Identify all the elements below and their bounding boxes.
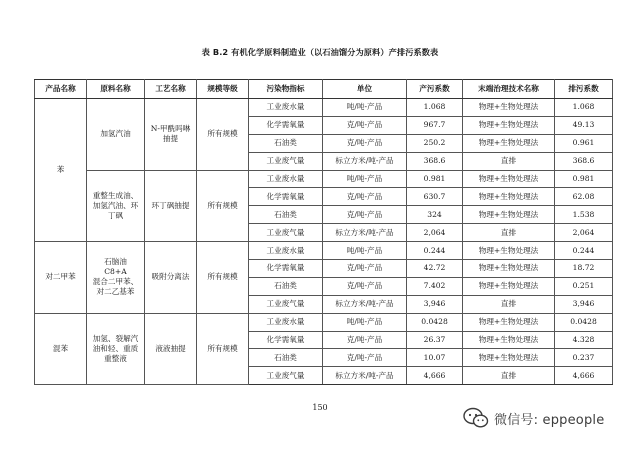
unit-cell: 吨/吨-产品 <box>323 170 407 188</box>
emission-factor-cell: 3,946 <box>555 295 613 313</box>
treatment-tech-cell: 物理+生物处理法 <box>463 99 555 117</box>
unit-cell: 标立方米/吨-产品 <box>323 224 407 242</box>
emission-factor-cell: 4.328 <box>555 331 613 349</box>
generation-factor-cell: 1.068 <box>407 99 463 117</box>
process-cell: N-甲酰吗啉 抽提 <box>145 99 197 171</box>
emission-factor-cell: 0.237 <box>555 349 613 367</box>
emission-factor-cell: 2,064 <box>555 224 613 242</box>
generation-factor-cell: 7.402 <box>407 277 463 295</box>
pollutant-cell: 工业废气量 <box>249 152 323 170</box>
emission-factor-table <box>34 79 613 385</box>
pollutant-cell: 化学需氧量 <box>249 331 323 349</box>
pollutant-cell: 化学需氧量 <box>249 260 323 278</box>
generation-factor-cell: 0.0428 <box>407 313 463 331</box>
unit-cell: 克/吨-产品 <box>323 188 407 206</box>
pollutant-cell: 石油类 <box>249 134 323 152</box>
table-body <box>35 99 613 385</box>
unit-cell: 吨/吨-产品 <box>323 99 407 117</box>
column-header: 污染物指标 <box>249 80 323 99</box>
product-cell: 对二甲苯 <box>35 242 87 314</box>
generation-factor-cell: 0.244 <box>407 242 463 260</box>
unit-cell: 克/吨-产品 <box>323 349 407 367</box>
pollutant-cell: 工业废气量 <box>249 224 323 242</box>
generation-factor-cell: 250.2 <box>407 134 463 152</box>
generation-factor-cell: 324 <box>407 206 463 224</box>
column-header: 末端治理技术名称 <box>463 80 555 99</box>
unit-cell: 标立方米/吨-产品 <box>323 152 407 170</box>
table-title: 表 B.2 有机化学原料制造业（以石油馏分为原料）产排污系数表 <box>201 47 439 57</box>
pollutant-cell: 工业废水量 <box>249 99 323 117</box>
emission-factor-cell: 0.961 <box>555 134 613 152</box>
unit-cell: 克/吨-产品 <box>323 116 407 134</box>
treatment-tech-cell: 物理+生物处理法 <box>463 116 555 134</box>
generation-factor-cell: 630.7 <box>407 188 463 206</box>
scale-cell: 所有规模 <box>197 99 249 171</box>
column-header: 原料名称 <box>87 80 145 99</box>
material-cell: 石脑油 C8+A 混合二甲苯、 对二乙基苯 <box>87 242 145 314</box>
generation-factor-cell: 3,946 <box>407 295 463 313</box>
pollutant-cell: 石油类 <box>249 277 323 295</box>
emission-factor-cell: 62.08 <box>555 188 613 206</box>
emission-factor-cell: 49.13 <box>555 116 613 134</box>
generation-factor-cell: 26.37 <box>407 331 463 349</box>
table-row <box>35 170 613 188</box>
column-header: 单位 <box>323 80 407 99</box>
emission-factor-cell: 0.981 <box>555 170 613 188</box>
treatment-tech-cell: 物理+生物处理法 <box>463 349 555 367</box>
process-cell: 吸附分离法 <box>145 242 197 314</box>
treatment-tech-cell: 物理+生物处理法 <box>463 242 555 260</box>
generation-factor-cell: 2,064 <box>407 224 463 242</box>
treatment-tech-cell: 直排 <box>463 295 555 313</box>
process-cell: 液液抽提 <box>145 313 197 385</box>
generation-factor-cell: 368.6 <box>407 152 463 170</box>
column-header: 规模等级 <box>197 80 249 99</box>
unit-cell: 克/吨-产品 <box>323 260 407 278</box>
emission-factor-cell: 0.244 <box>555 242 613 260</box>
emission-factor-cell: 0.0428 <box>555 313 613 331</box>
generation-factor-cell: 42.72 <box>407 260 463 278</box>
material-cell: 加氢汽油 <box>87 99 145 171</box>
unit-cell: 吨/吨-产品 <box>323 242 407 260</box>
emission-factor-cell: 1.068 <box>555 99 613 117</box>
treatment-tech-cell: 物理+生物处理法 <box>463 260 555 278</box>
pollutant-cell: 工业废气量 <box>249 367 323 385</box>
product-cell: 混苯 <box>35 313 87 385</box>
scale-cell: 所有规模 <box>197 313 249 385</box>
pollutant-cell: 工业废水量 <box>249 170 323 188</box>
emission-factor-cell: 18.72 <box>555 260 613 278</box>
pollutant-cell: 工业废水量 <box>249 313 323 331</box>
table-row <box>35 313 613 331</box>
treatment-tech-cell: 直排 <box>463 152 555 170</box>
column-header: 产污系数 <box>407 80 463 99</box>
table-header-row <box>35 80 613 99</box>
treatment-tech-cell: 物理+生物处理法 <box>463 331 555 349</box>
pollutant-cell: 石油类 <box>249 206 323 224</box>
watermark <box>463 407 604 429</box>
treatment-tech-cell: 物理+生物处理法 <box>463 134 555 152</box>
pollutant-cell: 石油类 <box>249 349 323 367</box>
unit-cell: 标立方米/吨-产品 <box>323 295 407 313</box>
treatment-tech-cell: 直排 <box>463 367 555 385</box>
table-row <box>35 242 613 260</box>
generation-factor-cell: 10.07 <box>407 349 463 367</box>
watermark-text: 微信号: eppeople <box>494 412 605 428</box>
pollutant-cell: 工业废气量 <box>249 295 323 313</box>
scale-cell: 所有规模 <box>197 170 249 242</box>
treatment-tech-cell: 物理+生物处理法 <box>463 188 555 206</box>
material-cell: 重整生成油、 加氢汽油、环 丁砜 <box>87 170 145 242</box>
generation-factor-cell: 967.7 <box>407 116 463 134</box>
product-cell: 苯 <box>35 99 87 242</box>
pollutant-cell: 化学需氧量 <box>249 116 323 134</box>
treatment-tech-cell: 物理+生物处理法 <box>463 170 555 188</box>
emission-factor-cell: 368.6 <box>555 152 613 170</box>
emission-factor-cell: 4,666 <box>555 367 613 385</box>
treatment-tech-cell: 物理+生物处理法 <box>463 206 555 224</box>
treatment-tech-cell: 物理+生物处理法 <box>463 277 555 295</box>
treatment-tech-cell: 物理+生物处理法 <box>463 313 555 331</box>
page-number: 150 <box>312 403 328 412</box>
material-cell: 加氢、裂解汽 油和轻、重质 重整液 <box>87 313 145 385</box>
wechat-icon <box>463 407 489 429</box>
emission-factor-cell: 0.251 <box>555 277 613 295</box>
table-row <box>35 99 613 117</box>
unit-cell: 克/吨-产品 <box>323 134 407 152</box>
unit-cell: 吨/吨-产品 <box>323 313 407 331</box>
column-header: 产品名称 <box>35 80 87 99</box>
unit-cell: 克/吨-产品 <box>323 277 407 295</box>
process-cell: 环丁砜抽提 <box>145 170 197 242</box>
pollutant-cell: 化学需氧量 <box>249 188 323 206</box>
unit-cell: 克/吨-产品 <box>323 206 407 224</box>
treatment-tech-cell: 直排 <box>463 224 555 242</box>
unit-cell: 标立方米/吨-产品 <box>323 367 407 385</box>
scale-cell: 所有规模 <box>197 242 249 314</box>
generation-factor-cell: 4,666 <box>407 367 463 385</box>
generation-factor-cell: 0.981 <box>407 170 463 188</box>
pollutant-cell: 工业废水量 <box>249 242 323 260</box>
unit-cell: 克/吨-产品 <box>323 331 407 349</box>
column-header: 工艺名称 <box>145 80 197 99</box>
column-header: 排污系数 <box>555 80 613 99</box>
emission-factor-cell: 1.538 <box>555 206 613 224</box>
